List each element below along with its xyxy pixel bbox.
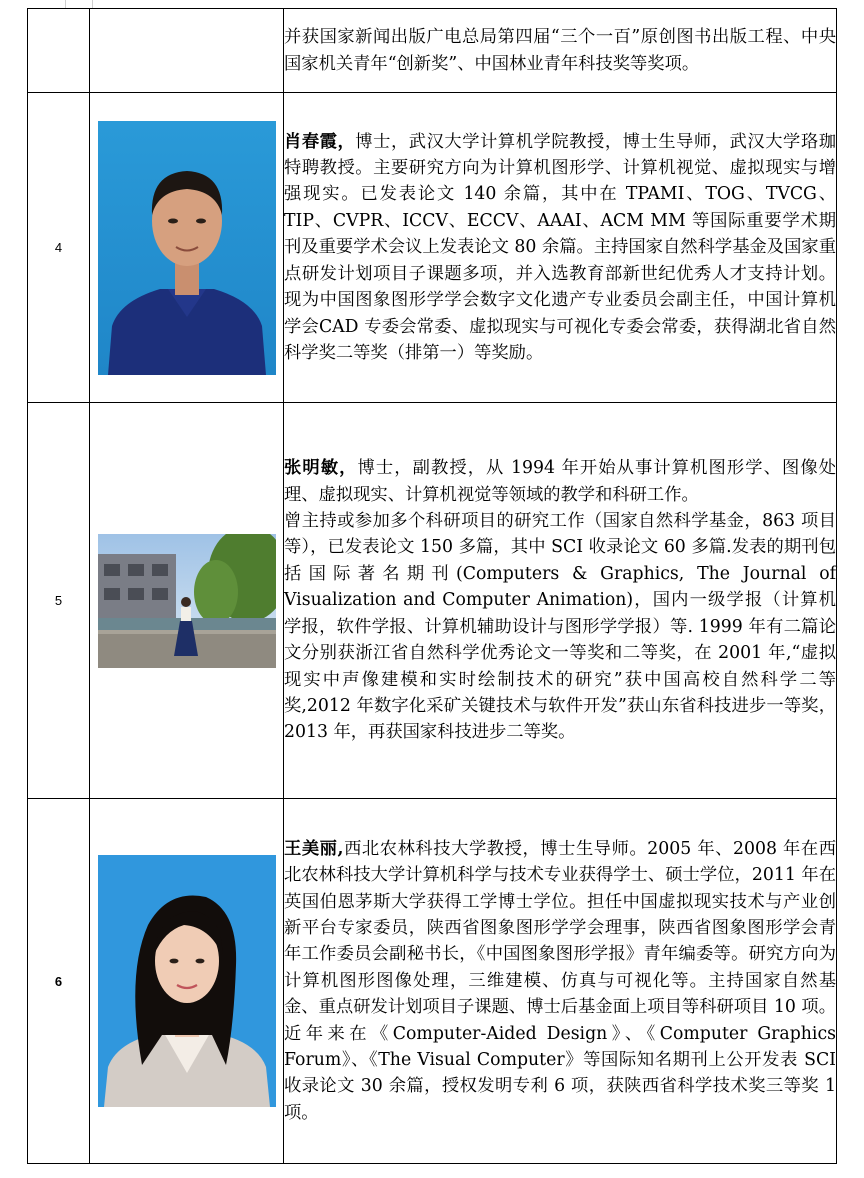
photo-cell [90,9,284,93]
bio-text [284,9,837,93]
page-margin-mark [92,0,93,8]
photo-cell [90,93,284,403]
portrait-woman-blue-background-icon [98,855,276,1107]
bio-text [284,93,837,403]
portrait-man-blue-background-icon [98,121,276,375]
photo-cell [90,799,284,1164]
table-row [28,9,837,93]
table-row [28,799,837,1164]
bio-paragraph: 曾主持或参加多个科研项目的研究工作（国家自然科学基金，863 项目等），已发表论文 150 多篇，其中 SCI 收录论文 60 多篇.发表的期刊包括国际著名期刊(Computers & Graphics, The Journal of Visualization and Computer Animation)，国内一级学报（计算机学报，软件学报、计算机辅助设计与图形学学报）等. 1999 年有二篇论文分别获浙江省自然科学优秀论文一等奖和二等奖，在 2001 年,“虚拟现实中声像建模和实时绘制技术的研究”获中国高校自然科学二等奖,2012 年数字化采矿关键技术与软件开发”获山东省科技进步一等奖，2013 年，再获国家科技进步二等奖。 [284,511,836,743]
row-number [28,9,90,93]
bio-text [284,403,837,799]
bio-paragraph [284,129,836,367]
photo-cell [90,403,284,799]
row-number: 4 [28,93,90,403]
person-name: 张明敏， [284,458,358,479]
bio-paragraph [284,455,836,508]
person-name: 王美丽, [284,838,344,859]
table-row [28,93,837,403]
bio-paragraph: 并获国家新闻出版广电总局第四届“三个一百”原创图书出版工程、中央国家机关青年“创新奖”、中国林业青年科技奖等奖项。 [284,27,836,74]
photo-woman-outdoor-lakeside-icon [98,534,276,668]
table-row [28,403,837,799]
bio-paragraph-text: 西北农林科技大学教授，博士生导师。2005 年、2008 年在西北农林科技大学计算机科学与技术专业获得学士、硕士学位，2011 年在英国伯恩茅斯大学获得工学博士学位。担任中国虚拟现实技术与产业创新平台专家委员，陕西省图象图形学学会理事，陕西省图象图形学会青年工作委员会副秘书长，《中国图象图形学报》青年编委等。研究方向为计算机图形图像处理，三维建模、仿真与可视化等。主持国家自然基金、重点研发计划项目子课题、博士后基金面上项目等科研项目 10 项。近年来在《Computer-Aided Design》、《Computer Graphics Forum》、《The Visual Computer》等国际知名期刊上公开发表 SCI 收录论文 30 余篇，授权发明专利 6 项，获陕西省科学技术奖三等奖 1 项。 [284,838,836,1123]
person-name: 肖春霞， [284,131,356,152]
bio-paragraph-text: 博士，武汉大学计算机学院教授，博士生导师，武汉大学珞珈特聘教授。主要研究方向为计算机图形学、计算机视觉、虚拟现实与增强现实。已发表论文 140 余篇，其中在 TPAMI、TOG、TVCG、TIP、CVPR、ICCV、ECCV、AAAI、ACM MM 等国际重要学术期刊及重要学术会议上发表论文 80 余篇。主持国家自然科学基金及国家重点研发计划项目子课题多项，并入选教育部新世纪优秀人才支持计划。现为中国图象图形学学会数字文化遗产专业委员会副主任，中国计算机学会CAD 专委会常委、虚拟现实与可视化专委会常委，获得湖北省自然科学奖二等奖（排第一）等奖励。 [284,131,836,363]
page-margin-mark [65,0,66,8]
row-number: 6 [28,799,90,1164]
row-number: 5 [28,403,90,799]
bio-text [284,799,837,1164]
bio-paragraph-text: 博士，副教授，从 1994 年开始从事计算机图形学、图像处理、虚拟现实、计算机视觉等领域的教学和科研工作。 [284,458,836,505]
bio-paragraph [284,836,836,1126]
bio-table [27,8,837,1164]
